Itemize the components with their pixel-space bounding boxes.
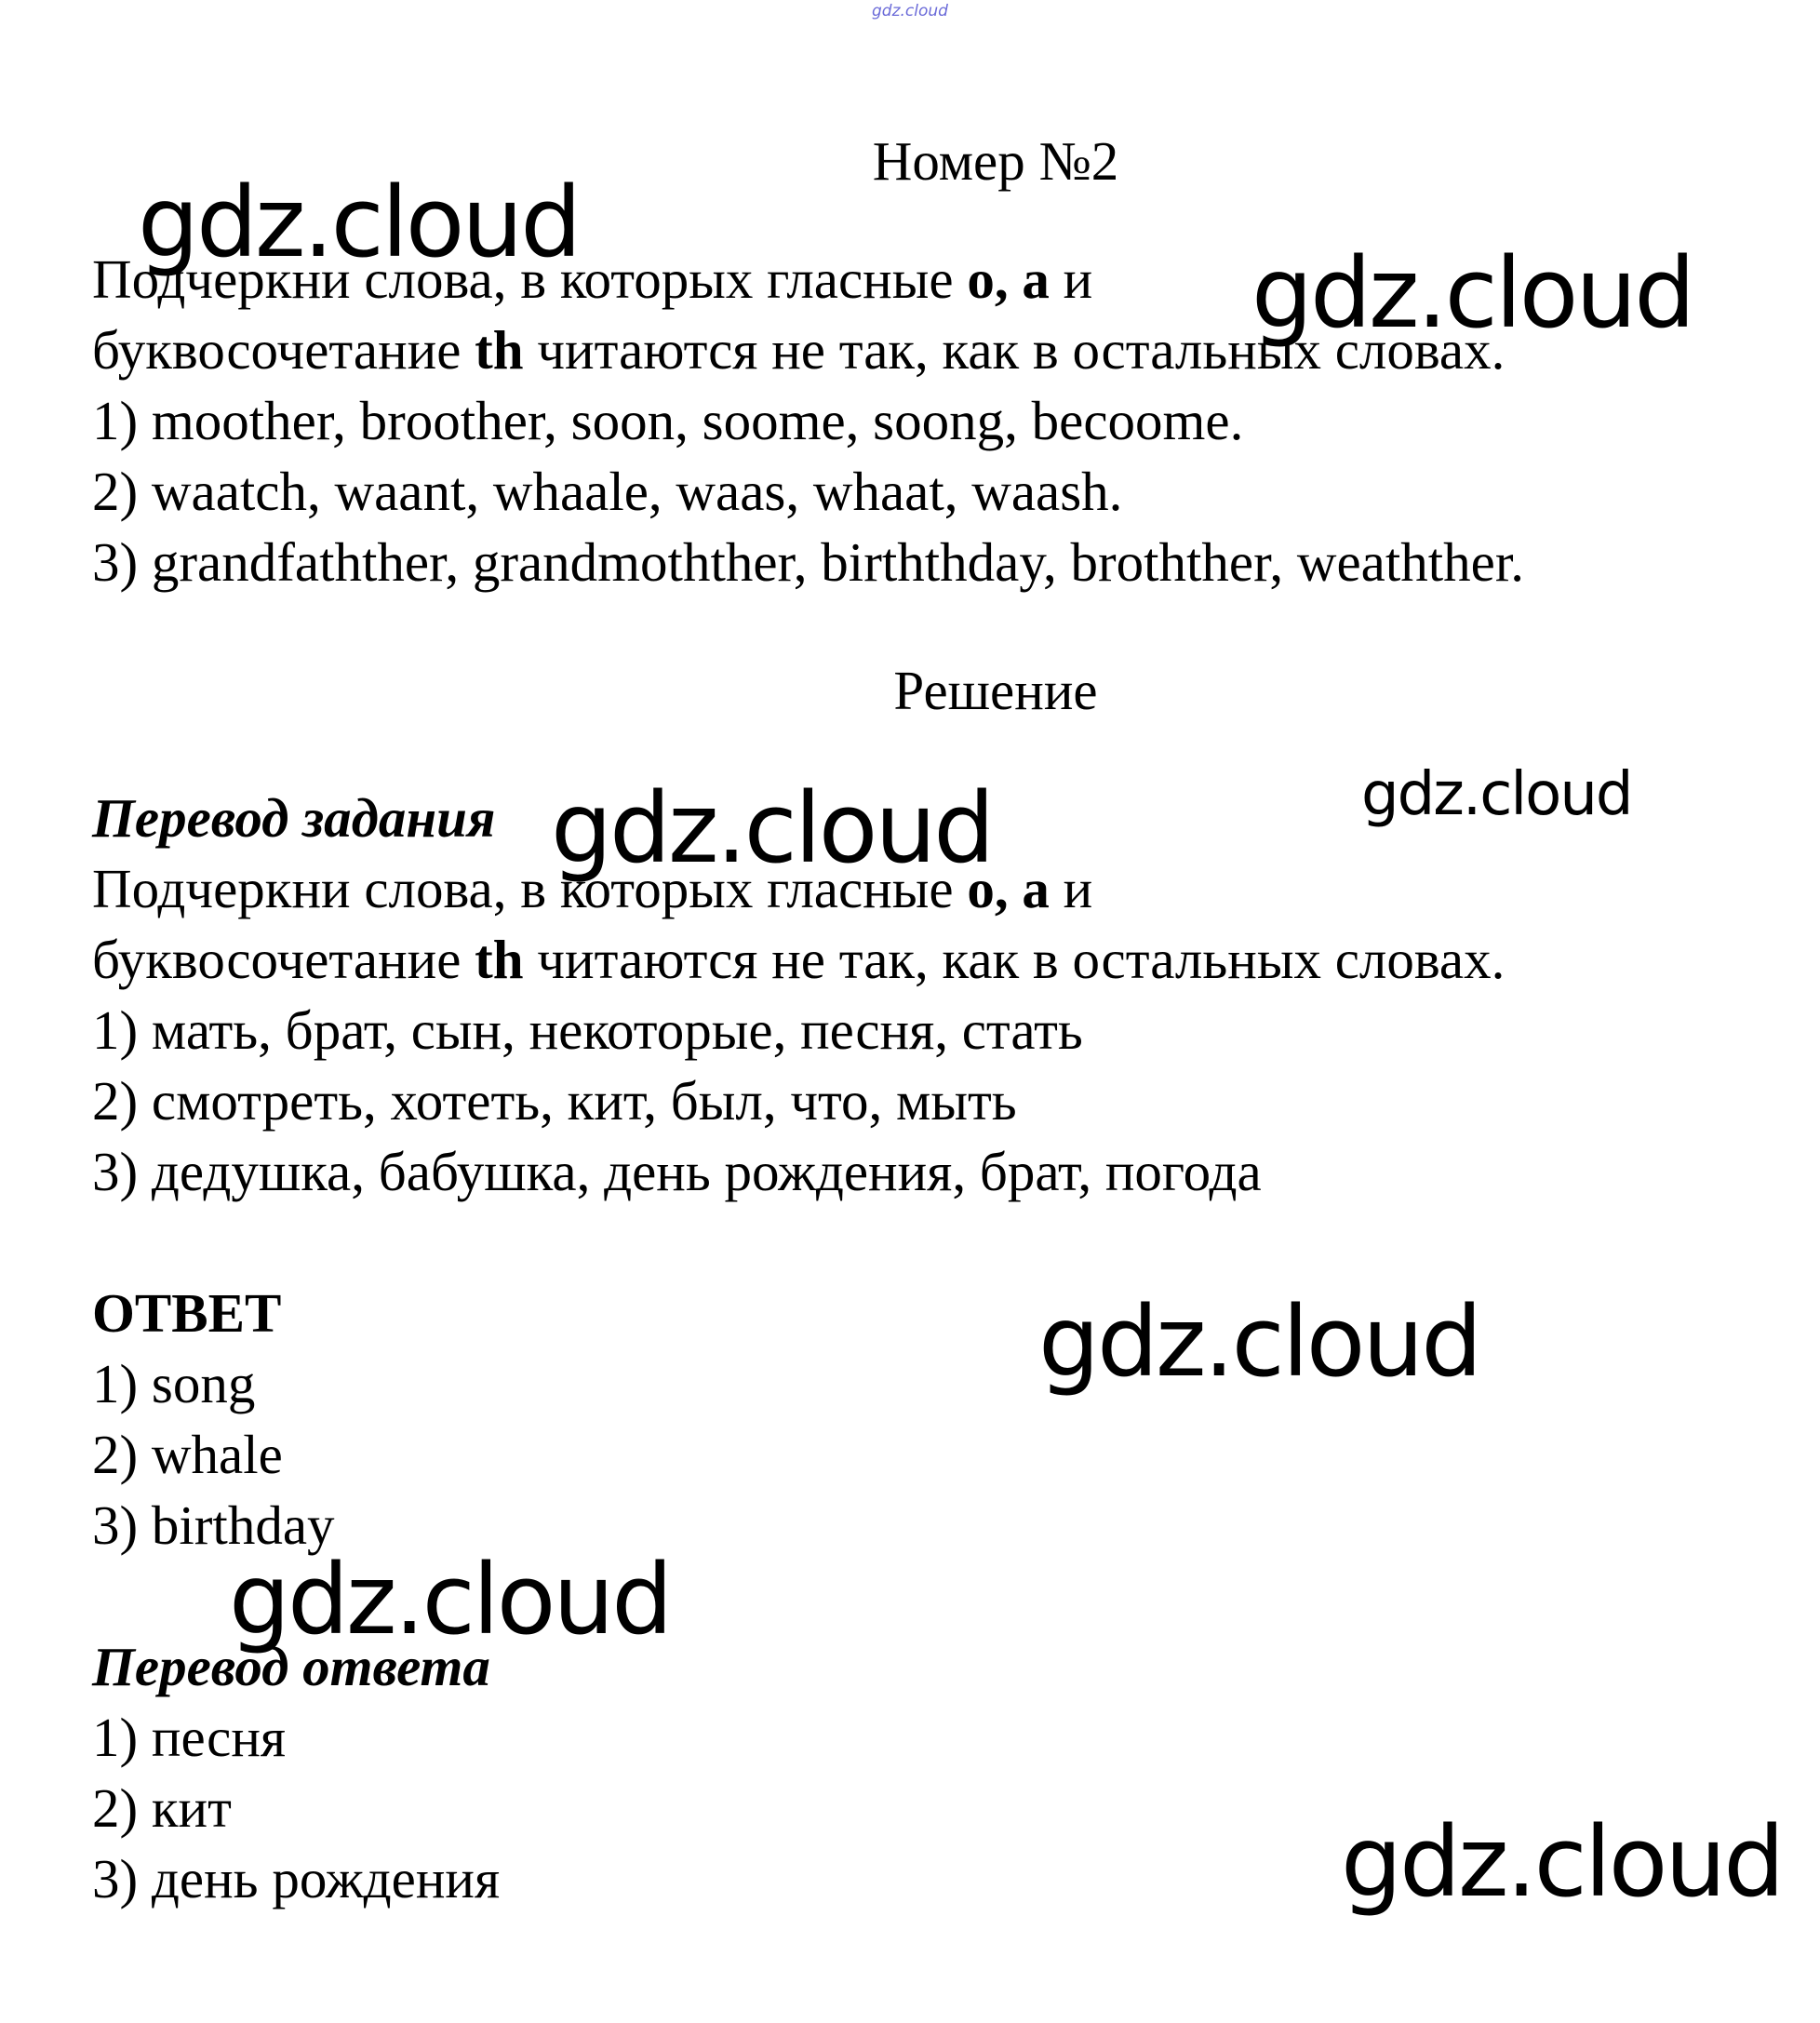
answer-item-2: 2) whale	[92, 1424, 283, 1485]
answer-translation-item-3: 3) день рождения	[92, 1848, 501, 1909]
solution-title: Решение	[893, 660, 1098, 721]
watermark: gdz.cloud	[1251, 236, 1693, 350]
watermark: gdz.cloud	[1361, 760, 1632, 829]
watermark: gdz.cloud	[1038, 1285, 1480, 1399]
answer-heading: ОТВЕТ	[92, 1282, 282, 1344]
task-item-1: 1) moother, broother, soon, soome, soong, becoome.	[92, 390, 1244, 451]
answer-translation-item-1: 1) песня	[92, 1707, 287, 1768]
page-title: Номер №2	[872, 130, 1119, 192]
task-line-2: буквосочетание th читаются не так, как в остальных словах.	[92, 319, 1506, 381]
answer-item-3: 3) birthday	[92, 1494, 335, 1556]
answer-item-1: 1) song	[92, 1353, 256, 1414]
watermark: gdz.cloud	[1341, 1805, 1783, 1919]
translation-heading: Перевод задания	[92, 787, 496, 849]
translation-line-2: буквосочетание th читаются не так, как в остальных словах.	[92, 929, 1506, 990]
translation-item-1: 1) мать, брат, сын, некоторые, песня, стать	[92, 999, 1083, 1061]
answer-translation-item-2: 2) кит	[92, 1777, 232, 1839]
translation-line-1: Подчеркни слова, в которых гласные o, a и	[92, 858, 1093, 919]
answer-translation-heading: Перевод ответа	[92, 1636, 490, 1697]
task-line-1: Подчеркни слова, в которых гласные o, a и	[92, 248, 1093, 310]
translation-item-2: 2) смотреть, хотеть, кит, был, что, мыть	[92, 1070, 1017, 1132]
watermark: gdz.cloud	[551, 771, 993, 885]
translation-item-3: 3) дедушка, бабушка, день рождения, брат, погода	[92, 1141, 1262, 1202]
task-item-2: 2) waatch, waant, whaale, waas, whaat, waash.	[92, 461, 1123, 522]
watermark: gdz.cloud	[229, 1543, 671, 1656]
header-watermark: gdz.cloud	[872, 2, 948, 20]
watermark: gdz.cloud	[138, 166, 580, 279]
task-item-3: 3) grandfathther, grandmothther, birththday, brothther, weathther.	[92, 531, 1524, 593]
